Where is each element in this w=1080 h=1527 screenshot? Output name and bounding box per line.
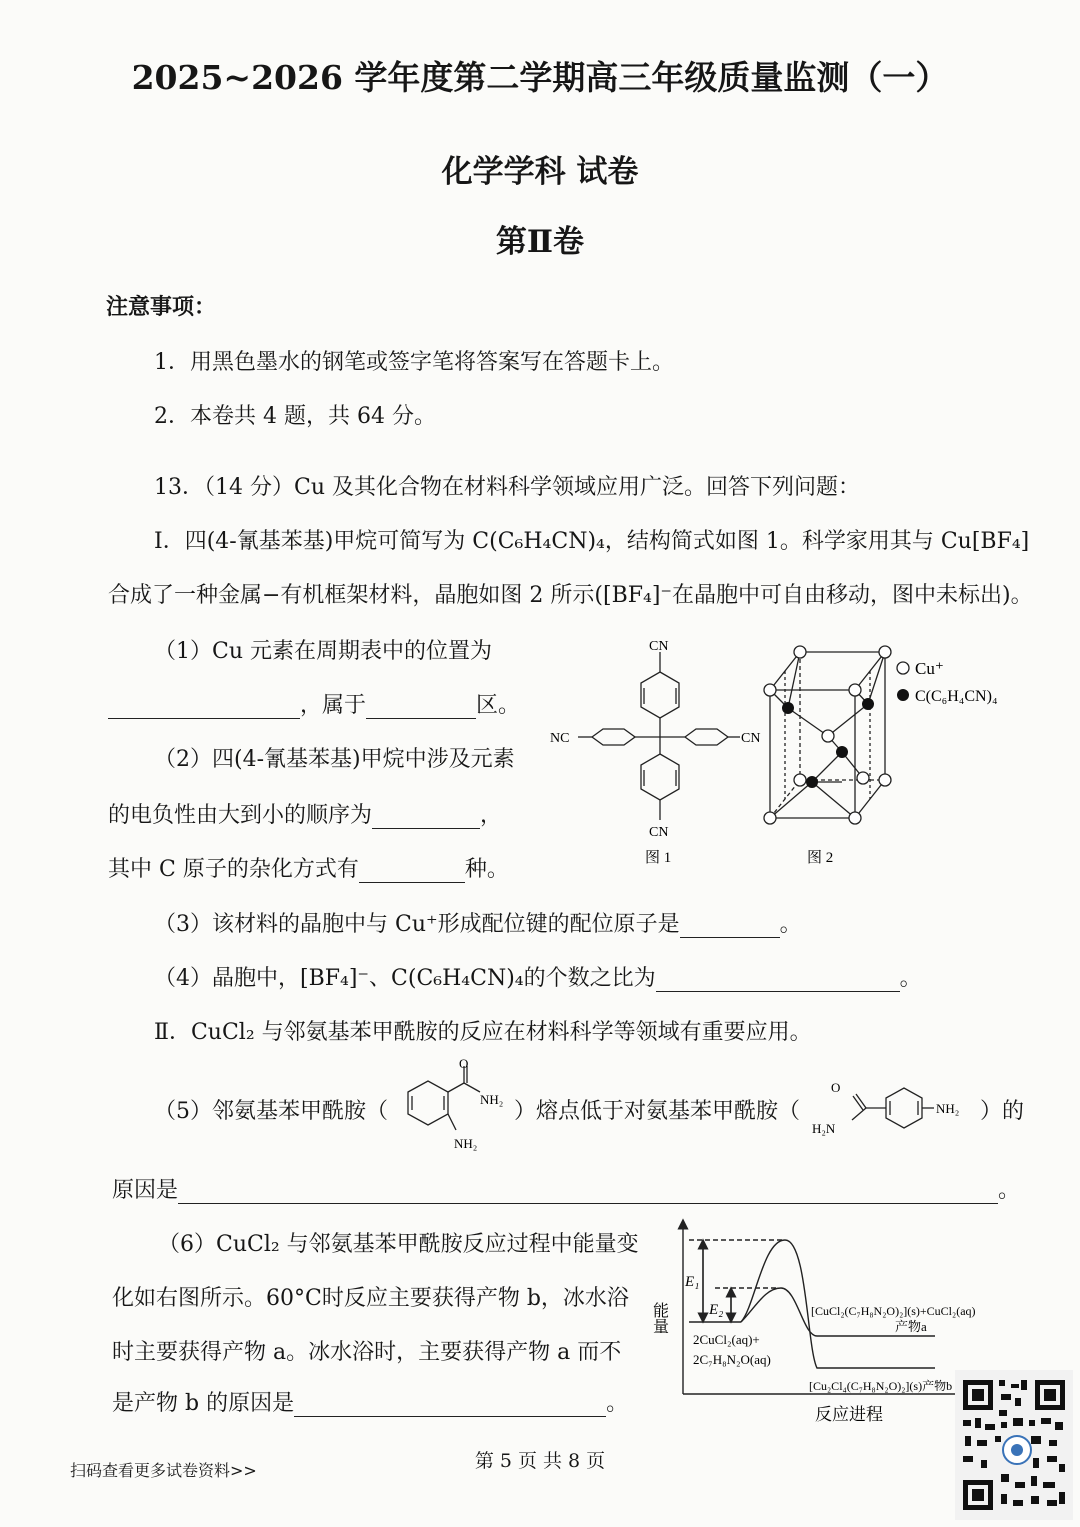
figure-2-caption: 图 2 bbox=[807, 850, 834, 866]
q5-reason-line: 原因是 。 bbox=[112, 1178, 1021, 1203]
product-a-formula: [CuCl₂(C₇H₈N₂O)₂](s)+CuCl₂(aq) bbox=[811, 1304, 976, 1318]
note-item-1: 1．用黑色墨水的钢笔或签字笔将答案写在答题卡上。 bbox=[154, 350, 674, 375]
q1-block-blank[interactable] bbox=[366, 696, 476, 719]
q6-line1: （6）CuCl₂ 与邻氨基苯甲酰胺反应过程中能量变 bbox=[158, 1232, 639, 1257]
reactants-line-2: 2C₇H₈N₂O(aq) bbox=[693, 1352, 771, 1367]
cn-right: CN bbox=[741, 731, 761, 746]
q2-text: （2）四(4-氰基苯基)甲烷中涉及元素 bbox=[154, 747, 515, 772]
subject-title: 化学学科 试卷 bbox=[441, 154, 639, 190]
page-number: 第 5 页 共 8 页 bbox=[474, 1450, 606, 1472]
o-label: O bbox=[459, 1056, 469, 1071]
q3-text: （3）该材料的晶胞中与 Cu⁺形成配位键的配位原子是 。 bbox=[154, 912, 802, 937]
x-axis-label: 反应进程 bbox=[815, 1405, 883, 1424]
e2-label: E₂ bbox=[709, 1302, 724, 1318]
cn-bottom: CN bbox=[649, 825, 669, 840]
product-a-label: 产物a bbox=[895, 1319, 927, 1334]
nh2-label-a: NH₂ bbox=[480, 1092, 504, 1107]
q5-reason-blank[interactable] bbox=[178, 1181, 998, 1204]
product-b-formula: [Cu₂Cl₄(C₇H₈N₂O)₂](s)产物b bbox=[809, 1379, 953, 1393]
q3-blank[interactable] bbox=[680, 915, 780, 938]
cn-top: CN bbox=[649, 639, 669, 654]
q2-order-blank[interactable] bbox=[372, 806, 480, 829]
qr-code-icon[interactable] bbox=[955, 1370, 1073, 1520]
q2-line3: 其中 C 原子的杂化方式有 种。 bbox=[108, 857, 509, 882]
q1-text: （1）Cu 元素在周期表中的位置为 bbox=[154, 639, 492, 664]
q6-line2: 化如右图所示。60°C时反应主要获得产物 b，冰水浴 bbox=[112, 1286, 629, 1311]
figure-1-caption: 图 1 bbox=[645, 850, 672, 866]
q2-hybrid-blank[interactable] bbox=[359, 860, 465, 883]
volume-title: 第Ⅱ卷 bbox=[495, 224, 585, 260]
y-axis-label: 能量 bbox=[650, 1302, 668, 1334]
q5-text-c: ）的 bbox=[980, 1099, 1025, 1124]
q4-blank[interactable] bbox=[656, 969, 900, 992]
reactants-line-1: 2CuCl₂(aq)+ bbox=[693, 1332, 760, 1347]
q6-line4: 是产物 b 的原因是 。 bbox=[112, 1391, 629, 1416]
exam-title: 2025~2026 学年度第二学期高三年级质量监测（一） bbox=[131, 58, 949, 97]
qr-note: 扫码查看更多试卷资料>> bbox=[70, 1461, 257, 1480]
q6-line3: 时主要获得产物 a。冰水浴时，主要获得产物 a 而不 bbox=[112, 1340, 622, 1365]
part-i-line2: 合成了一种金属−有机框架材料，晶胞如图 2 所示([BF₄]⁻在晶胞中可自由移动，图中未标出)。 bbox=[108, 583, 1033, 608]
legend-cu: Cu⁺ bbox=[915, 659, 944, 678]
h2n-label: H₂N bbox=[812, 1121, 836, 1136]
q5-text-b: ）熔点低于对氨基苯甲酰胺（ bbox=[514, 1099, 801, 1124]
q2-line2: 的电负性由大到小的顺序为 ， bbox=[108, 803, 503, 828]
e1-label: E₁ bbox=[685, 1274, 700, 1290]
figure-1 bbox=[540, 630, 780, 875]
nh2-label-b: NH₂ bbox=[454, 1136, 478, 1151]
nc-left: NC bbox=[550, 731, 570, 746]
figure-2 bbox=[760, 640, 1030, 875]
q5-text-a: （5）邻氨基苯甲酰胺（ bbox=[154, 1099, 388, 1124]
q6-blank[interactable] bbox=[294, 1394, 606, 1417]
part-i-text: Ⅰ．四(4-氰基苯基)甲烷可简写为 C(C₆H₄CN)₄，结构简式如图 1。科学家用其与 Cu[BF₄] bbox=[154, 529, 1030, 554]
legend-c: C(C₆H₄CN)₄ bbox=[915, 688, 998, 705]
q1-answer-blank[interactable] bbox=[108, 696, 300, 719]
part-ii-text: Ⅱ．CuCl₂ 与邻氨基苯甲酰胺的反应在材料科学等领域有重要应用。 bbox=[154, 1020, 812, 1045]
note-item-2: 2．本卷共 4 题，共 64 分。 bbox=[154, 404, 436, 429]
q13-intro: 13．（14 分）Cu 及其化合物在材料科学领域应用广泛。回答下列问题： bbox=[154, 475, 860, 500]
o-label-2: O bbox=[831, 1080, 841, 1095]
nh2-label-c: NH₂ bbox=[936, 1101, 960, 1116]
para-aminobenzamide-structure bbox=[804, 1076, 984, 1146]
ortho-aminobenzamide-structure bbox=[390, 1058, 520, 1158]
q4-text: （4）晶胞中，[BF₄]⁻、C(C₆H₄CN)₄的个数之比为 。 bbox=[154, 966, 922, 991]
q1-blanks: ，属于 区。 bbox=[108, 688, 520, 719]
notes-heading: 注意事项： bbox=[106, 294, 217, 320]
